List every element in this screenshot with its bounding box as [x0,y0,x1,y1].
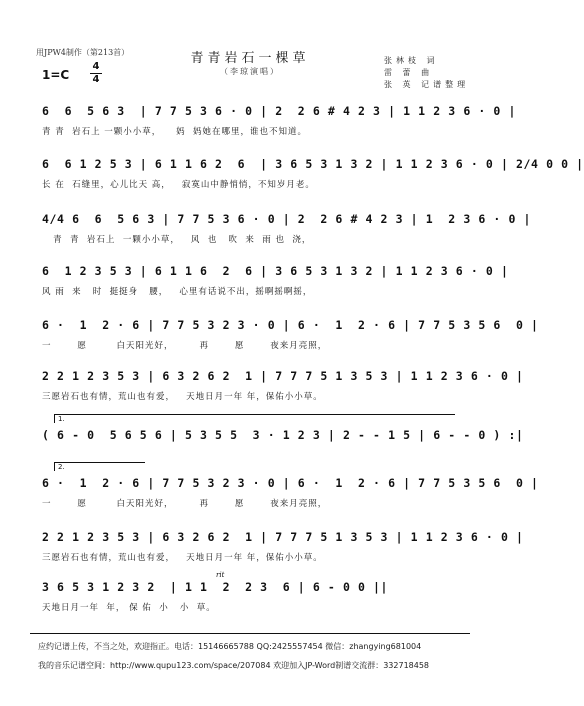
score-line-10 [42,571,458,620]
time-signature-top: 4 [92,61,100,72]
lyricist-credit: 张林枝 词 [384,56,439,65]
arranger-credit: 张 英 记谱整理 [384,80,470,89]
score-notes: 4/4 6 6 5 6 3 | 7 7 5 3 6 · 0 | 2 2 6 # 4 2 3 | 1 2 3 6 · 0 | [42,212,532,226]
rit-marking: rit [216,571,225,579]
score-notes: 6 1 2 3 5 3 | 6 1 1 6 2 6 | 3 6 5 3 1 3 2 | 1 1 2 3 6 · 0 | [42,264,509,278]
maker-note: 用JPW4制作（第213首） [36,48,130,57]
score-notes: 6 6 5 6 3 | 7 7 5 3 6 · 0 | 2 2 6 # 4 2 3 | 1 1 2 3 6 · 0 | [42,104,516,118]
volta-label: 2. [58,463,65,471]
score-line-9 [42,530,524,566]
volta-second-ending [54,462,145,471]
score-lyrics: 长 在 石缝里，心儿比天 高， 寂寞山中静悄悄，不知岁月老。 [42,180,315,190]
footer-contact: 应约记谱上传，不当之处，欢迎指正。电话：15146665788 QQ:2425557454 微信：zhangying681004 [38,642,422,651]
score-notes: 3 6 5 3 1 2 3 2 | 1 1 2 2 3 6 | 6 - 0 0 || [42,580,389,594]
volta-first-ending [54,414,455,423]
score-line-2 [42,157,584,193]
time-signature-bottom: 4 [92,74,100,85]
score-line-7 [42,414,524,452]
score-notes: ( 6 - 0 5 6 5 6 | 5 3 5 5 3 · 1 2 3 | 2 - - 1 5 | 6 - - 0 ) :| [42,428,524,442]
score-line-3 [42,212,532,248]
score-line-1 [42,104,516,140]
score-lyrics: 青 青 岩石上 一颗小小草， 风 也 吹 来 雨 也 浇， [42,235,312,245]
score-line-5 [42,318,539,354]
score-line-8 [42,462,539,514]
score-lyrics: 三愿岩石也有情，荒山也有爱， 天地日月一年 年，保佑小小草。 [42,553,323,563]
score-line-6 [42,369,524,405]
volta-label: 1. [58,415,65,423]
time-signature [90,62,102,85]
score-lyrics: 三愿岩石也有情，荒山也有爱， 天地日月一年 年，保佑小小草。 [42,392,323,402]
singer-note: （李琼演唱） [220,67,280,76]
score-notes: 6 · 1 2 · 6 | 7 7 5 3 2 3 · 0 | 6 · 1 2 · 6 | 7 7 5 3 5 6 0 | [42,318,539,332]
score-lyrics: 天地日月一年 年， 保 佑 小 小 草。 [42,603,216,613]
composer-credit: 雷 蕾 曲 [384,68,434,77]
score-lyrics: 一 愿 白天阳光好， 再 愿 夜来月亮照， [42,341,328,351]
score-notes: 2 2 1 2 3 5 3 | 6 3 2 6 2 1 | 7 7 7 5 1 3 5 3 | 1 1 2 3 6 · 0 | [42,530,524,544]
score-notes: 6 · 1 2 · 6 | 7 7 5 3 2 3 · 0 | 6 · 1 2 · 6 | 7 7 5 3 5 6 0 | [42,476,539,490]
song-title: 青青岩石一棵草 [190,51,310,66]
score-lyrics: 青 青 岩石上 一颗小小草， 妈 妈她在哪里，谁也不知道。 [42,127,308,137]
score-notes: 6 6 1 2 5 3 | 6 1 1 6 2 6 | 3 6 5 3 1 3 2 | 1 1 2 3 6 · 0 | 2/4 0 0 | [42,157,584,171]
score-line-4 [42,264,509,300]
score-lyrics: 一 愿 白天阳光好， 再 愿 夜来月亮照， [42,499,328,509]
score-lyrics: 风 雨 来 时 挺挺身 腰， 心里有话说不出，摇啊摇啊摇， [42,287,313,297]
footer-divider [30,633,470,634]
key-signature: 1=C [42,68,70,82]
footer-space-link: 我的音乐记谱空间：http://www.qupu123.com/space/207084 欢迎加入JP-Word制谱交流群：332718458 [38,661,430,670]
score-notes: 2 2 1 2 3 5 3 | 6 3 2 6 2 1 | 7 7 7 5 1 3 5 3 | 1 1 2 3 6 · 0 | [42,369,524,383]
